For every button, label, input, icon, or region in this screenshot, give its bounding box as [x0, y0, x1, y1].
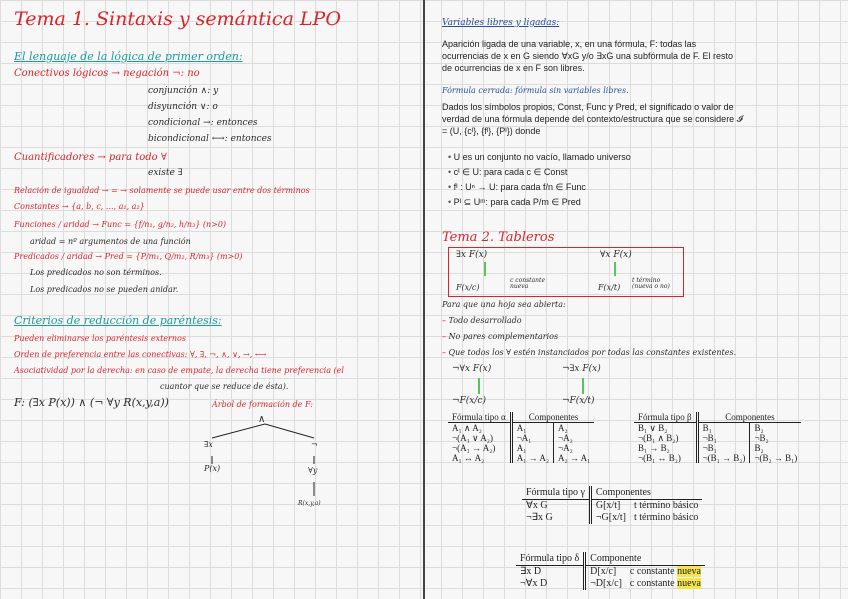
simbolos-text: Dados los símbolos propios, Const, Func y Pred, el significado o valor de verdad de una fórmula depende del contexto/estructura que se considere 𝓘 = (U, {cᴵ}, {fᴵ}, {Pᴵ}) donde	[442, 102, 743, 136]
tree-exists: ∃x	[204, 440, 213, 449]
constantes: Constantes → {a, b, c, ..., a₁, a₂}	[14, 202, 145, 211]
beta-table	[634, 412, 801, 463]
vars-text: Aparición ligada de una variable, x, en una fórmula, F: todas las ocurrencias de x en G siendo ∀xG y/o ∃xG una subfórmula de F. El resto de ocurrencias de x en F son libres.	[442, 39, 733, 73]
tema2-title: Tema 2. Tableros	[442, 230, 555, 245]
disy-line: disyunción ∨: o	[148, 102, 218, 112]
gamma-h1: Fórmula tipo γ	[522, 486, 590, 500]
alpha-h2: Componentes	[511, 412, 594, 423]
cond-1: – Todo desarrollado	[442, 316, 522, 325]
table-row: A₁ ∧ A₂ A₁ A₂	[448, 423, 594, 434]
box-l-top: ∃x F(x)	[456, 250, 488, 260]
cond-line: condicional →: entonces	[148, 118, 258, 128]
box-r-top: ∀x F(x)	[600, 250, 632, 260]
cerrada-line: Fórmula cerrada: fórmula sin variables libres.	[442, 86, 629, 95]
tree-rxya: R(x,y,a)	[298, 500, 321, 507]
bullet-item-4: • Pᴵ ⊆ Uᵐ: para cada P/m ∈ Pred	[448, 197, 581, 207]
bullet-item-3: • fᴵ : Uⁿ → U: para cada f/n ∈ Func	[448, 182, 586, 192]
table-row: B₁ ∨ B₂ B₁ B₂	[634, 423, 801, 434]
tree-neg: ¬	[311, 440, 318, 449]
table-row: B₁ → B₂ ¬B₁ B₂	[634, 443, 801, 453]
gamma-h2: Componentes	[590, 486, 702, 500]
cond-3: – Que todos los ∀ estén instanciados por todas las constantes existentes.	[442, 348, 737, 357]
arbol-label: Árbol de formación de F:	[212, 400, 313, 409]
beta-h1: Fórmula tipo β	[634, 412, 697, 423]
sec1-heading: El lenguaje de la lógica de primer orden:	[14, 50, 243, 63]
beta-h2: Componentes	[697, 412, 801, 423]
crit-1: Pueden eliminarse los paréntesis externos	[14, 334, 186, 343]
table-row: ¬∀x D ¬D[x/c] c constante nueva	[520, 578, 701, 589]
box-r-note: t término (nueva o no)	[632, 277, 670, 290]
alpha-header	[448, 412, 594, 423]
cuant-line: Cuantificadores → para todo ∀	[14, 152, 167, 163]
gamma-header	[522, 486, 702, 500]
cond-2: – No pares complementarios	[442, 332, 559, 341]
hoja-line: Para que una hoja sea abierta:	[442, 300, 566, 309]
tree-forall: ∀y	[308, 466, 318, 475]
rel-igualdad: Relación de igualdad → = → solamente se puede usar entre dos términos	[14, 186, 310, 195]
tree-root: ∧	[258, 414, 266, 425]
pred-note-1: Los predicados no son términos.	[30, 268, 162, 277]
bullets-list	[448, 150, 631, 210]
delta-h2: Componente	[585, 552, 705, 566]
box-l-note: c constante nueva	[510, 277, 545, 290]
table-row: ¬(B₁ ∧ B₂) ¬B₁ ¬B₂	[634, 433, 801, 443]
neg-l-top: ¬∀x F(x)	[452, 364, 492, 374]
alpha-h1: Fórmula tipo α	[448, 412, 511, 423]
vars-heading: Variables libres y ligadas:	[442, 18, 560, 28]
tree-px: P(x)	[204, 464, 221, 473]
neg-r-branch	[582, 378, 584, 394]
bullet-item-2: • cᴵ ∈ U: para cada c ∈ Const	[448, 167, 568, 177]
crit-2: Orden de preferencia entre las conectivas: ∀, ∃, ¬, ∧, ∨, →, ⟷	[14, 350, 267, 359]
beta-header	[634, 412, 801, 423]
neg-r-bot: ¬F(x/t)	[562, 396, 595, 406]
delta-header	[516, 552, 705, 566]
crit-3b: cuantor que se reduce de ésta).	[160, 382, 289, 391]
table-row: ¬(B₁ ↔ B₂) ¬(B₁ → B₂) ¬(B₂ → B₁)	[634, 453, 801, 463]
alpha-table	[448, 412, 594, 463]
table-row: ¬∃x G ¬G[x/t] t término básico	[526, 512, 699, 523]
neg-r-top: ¬∃x F(x)	[562, 364, 601, 374]
formula-f: F: (∃x P(x)) ∧ (¬ ∀y R(x,y,a))	[14, 396, 169, 409]
existe-line: existe ∃	[148, 168, 183, 178]
table-row: ∀x G G[x/t] t término básico	[526, 500, 699, 511]
funciones: Funciones / aridad → Func = {f/n₁, g/n₂, h/n₃} (n>0)	[14, 220, 227, 229]
table-row: ∃x D D[x/c] c constante nueva	[520, 566, 701, 577]
neg-l-bot: ¬F(x/c)	[452, 396, 486, 406]
table-row: A₁ ↔ A₂ A₁ → A₂ A₂ → A₁	[448, 453, 594, 463]
bullet-item-1: • U es un conjunto no vacío, llamado universo	[448, 152, 631, 162]
highlight-nueva: nueva	[677, 566, 701, 577]
neg-l-branch	[478, 378, 480, 394]
crit-3: Asociatividad por la derecha: en caso de empate, la derecha tiene preferencia (el	[14, 366, 344, 375]
table-row: ¬(A₁ ∨ A₂) ¬A₁ ¬A₂	[448, 433, 594, 443]
box-r-branch	[614, 262, 616, 276]
predicados: Predicados / aridad → Pred = {P/m₁, Q/m₂, R/m₃} (m>0)	[14, 252, 243, 261]
table-row: ¬(A₁ → A₂) A₁ ¬A₂	[448, 443, 594, 453]
aridad-note: aridad = nº argumentos de una función	[30, 237, 191, 246]
delta-table	[516, 552, 705, 590]
delta-h1: Fórmula tipo δ	[516, 552, 585, 566]
box-l-branch	[484, 262, 486, 276]
conectivos-line: Conectivos lógicos → negación ¬: no	[14, 68, 200, 79]
box-r-bot: F(x/t)	[598, 283, 621, 292]
box-l-bot: F(x/c)	[456, 283, 480, 292]
gamma-table	[522, 486, 702, 524]
bicond-line: bicondicional ⟷: entonces	[148, 134, 272, 144]
conj-line: conjunción ∧: y	[148, 86, 219, 96]
page-divider	[423, 0, 425, 599]
left-title: Tema 1. Sintaxis y semántica LPO	[14, 8, 341, 30]
sec2-heading: Criterios de reducción de paréntesis:	[14, 314, 222, 327]
highlight-nueva: nueva	[677, 578, 701, 589]
pred-note-2: Los predicados no se pueden anidar.	[30, 285, 179, 294]
